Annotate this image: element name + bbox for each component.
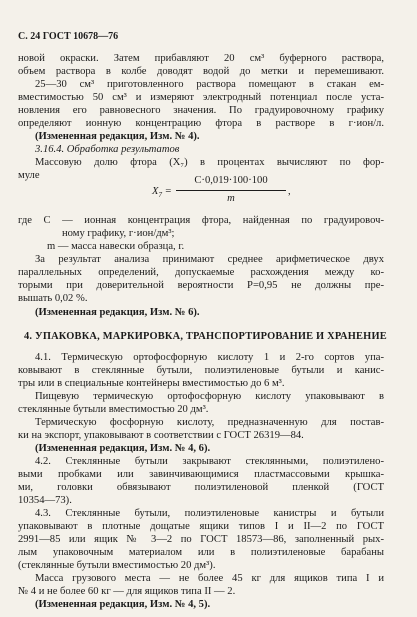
amendment-note: (Измененная редакция, Изм. № 4). bbox=[35, 131, 200, 142]
text-line: стеклянные бутыли вместимостью 20 дм³. bbox=[18, 404, 209, 415]
text-line: 25—30 см³ приготовленного раствора помещают в стакан ем- bbox=[35, 79, 384, 90]
fraction-bar bbox=[176, 190, 286, 191]
text-line: тры или в специальные контейнеры вместимостью до 6 м³. bbox=[18, 378, 285, 389]
text-line: ки на экспорт, упаковывают в соответствии с ГОСТ 26319—84. bbox=[18, 430, 304, 441]
text-line: 4.3. Стеклянные бутыли, полиэтиленовые канистры и бутыли bbox=[35, 508, 384, 519]
text-line: 3.16.4. Обработка результатов bbox=[35, 144, 180, 155]
text-line: Масса грузового места — не более 45 кг для ящиков типа I и bbox=[35, 573, 384, 584]
text-line: выми пробками или завинчивающимися пластмассовыми крышка- bbox=[18, 469, 384, 480]
text-line: где C — ионная концентрация фтора, найденная по градуировоч- bbox=[18, 215, 384, 226]
text-line: m — масса навески образца, г. bbox=[47, 241, 185, 252]
text-line: новления его равновесного значения. По градуировочному графику bbox=[18, 105, 384, 116]
amendment-note: (Измененная редакция, Изм. № 4, 5). bbox=[35, 599, 211, 610]
text-line: ному графику, г·ион/дм³; bbox=[62, 228, 175, 239]
text-line: вместимостью 50 см³ и измеряют электродный потенциал после уста- bbox=[18, 92, 384, 103]
text-line: Массовую долю фтора (X₇) в процентах вычисляют по фор- bbox=[35, 157, 384, 168]
text-line: 2991—85 или ящик № 3—2 по ГОСТ 18573—86, заполненный рых- bbox=[18, 534, 384, 545]
text-line: вышать 0,02 %. bbox=[18, 293, 88, 304]
section-heading: 4. УПАКОВКА, МАРКИРОВКА, ТРАНСПОРТИРОВАНИЕ И ХРАНЕНИЕ bbox=[24, 331, 387, 342]
text-line: Пищевую термическую ортофосфорную кислоту упаковывают в bbox=[35, 391, 384, 402]
text-line: (стеклянные бутыли вместимостью 20 дм³). bbox=[18, 560, 216, 571]
text-line: параллельных определений, допускаемые расхождения между ко- bbox=[18, 267, 384, 278]
text-line: 4.2. Стеклянные бутыли закрывают стеклянными, полиэтилено- bbox=[35, 456, 384, 467]
text-line: новой окраски. Затем прибавляют 20 см³ буферного раствора, bbox=[18, 53, 384, 64]
amendment-note: (Измененная редакция, Изм. № 4, 6). bbox=[35, 443, 211, 454]
amendment-note: (Измененная редакция, Изм. № 6). bbox=[35, 307, 200, 318]
text-line: определяют ионную концентрацию фтора в растворе в г·ион/л. bbox=[18, 118, 384, 129]
text-line: торыми при доверительной вероятности P=0,95 не должны пре- bbox=[18, 280, 384, 291]
text-line: За результат анализа принимают среднее арифметическое двух bbox=[35, 254, 384, 265]
text-line: муле bbox=[18, 170, 40, 181]
text-line: лым упаковочным материалом или в полиэтиленовые барабаны bbox=[18, 547, 384, 558]
formula-numerator: C·0,019·100·100 bbox=[194, 175, 268, 186]
formula-x7 bbox=[152, 175, 312, 211]
text-line: 4.1. Термическую ортофосфорную кислоту 1 и 2-го сортов упа- bbox=[35, 352, 384, 363]
text-line: ми, головки обвязывают полиэтиленовой пленкой (ГОСТ bbox=[18, 482, 384, 493]
text-line: Термическую фосфорную кислоту, предназначенную для постав- bbox=[35, 417, 384, 428]
text-line: упаковывают в плотные дощатые ящики типов I и II—2 по ГОСТ bbox=[18, 521, 384, 532]
text-line: объем раствора в колбе доводят водой до метки и перемешивают. bbox=[18, 66, 384, 77]
page-header: С. 24 ГОСТ 10678—76 bbox=[18, 31, 119, 42]
formula-comma: , bbox=[288, 186, 291, 197]
formula-lhs: $X_7$ = bbox=[152, 186, 172, 200]
text-line: № 4 и не более 60 кг — для ящиков типа II — 2. bbox=[18, 586, 236, 597]
formula-denominator: m bbox=[227, 193, 235, 204]
text-line: 10354—73). bbox=[18, 495, 72, 506]
text-line: ковывают в стеклянные бутыли, полиэтиленовые бутыли и канис- bbox=[18, 365, 384, 376]
